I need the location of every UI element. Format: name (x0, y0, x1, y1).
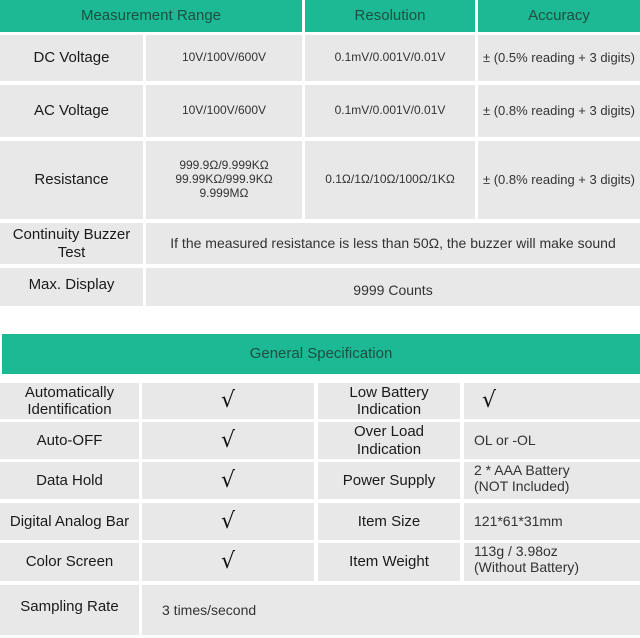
continuity-label-line: Continuity Buzzer (12, 226, 131, 244)
label-line: Over Load (353, 423, 425, 441)
sampling-rate-value: 3 times/second (142, 585, 640, 635)
item-size-value: 121*61*31mm (464, 503, 640, 540)
item-weight-value (464, 543, 640, 581)
ac-voltage-accuracy: ± (0.8% reading + 3 digits) (478, 85, 640, 137)
check-icon: √ (464, 383, 640, 419)
label-line: Low Battery (349, 383, 429, 401)
value-line: (NOT Included) (474, 478, 570, 495)
row-label-dc-voltage: DC Voltage (0, 35, 143, 81)
spec-label-color-screen: Color Screen (0, 543, 139, 581)
check-icon: √ (142, 422, 314, 459)
value-line: 2 * AAA Battery (474, 462, 570, 478)
spec-label-over-load (318, 422, 460, 459)
label-line: Indication (356, 440, 422, 458)
check-icon: √ (142, 383, 314, 419)
spec-label-item-size: Item Size (318, 503, 460, 540)
spec-label-low-battery (318, 383, 460, 419)
resistance-resolution: 0.1Ω/1Ω/10Ω/100Ω/1KΩ (305, 141, 475, 219)
spec-label-item-weight: Item Weight (318, 543, 460, 581)
label-line: Indication (356, 401, 422, 418)
value-line: (Without Battery) (474, 559, 580, 576)
header-resolution: Resolution (305, 0, 475, 32)
continuity-label-line: Test (57, 243, 86, 261)
label-line: Identification (27, 401, 112, 418)
row-label-continuity (0, 223, 143, 264)
spec-label-power-supply: Power Supply (318, 462, 460, 499)
row-label-resistance: Resistance (0, 141, 143, 219)
resistance-range-line: 9.999MΩ (199, 185, 249, 200)
spec-label-digital-analog-bar: Digital Analog Bar (0, 503, 139, 540)
dc-voltage-accuracy: ± (0.5% reading + 3 digits) (478, 35, 640, 81)
ac-voltage-range: 10V/100V/600V (146, 85, 302, 137)
check-icon: √ (142, 543, 314, 581)
max-display-value: 9999 Counts (146, 268, 640, 306)
dc-voltage-range: 10V/100V/600V (146, 35, 302, 81)
resistance-range-line: 999.9Ω/9.999KΩ (179, 158, 269, 173)
header-measurement-range: Measurement Range (0, 0, 302, 32)
check-icon: √ (142, 503, 314, 540)
ac-voltage-resolution: 0.1mV/0.001V/0.01V (305, 85, 475, 137)
label-line: Automatically (24, 383, 115, 401)
row-label-ac-voltage: AC Voltage (0, 85, 143, 137)
row-label-max-display: Max. Display (0, 268, 143, 306)
power-supply-value (464, 462, 640, 499)
general-spec-header: General Specification (2, 334, 640, 374)
check-icon: √ (142, 462, 314, 499)
spec-label-data-hold: Data Hold (0, 462, 139, 499)
resistance-accuracy: ± (0.8% reading + 3 digits) (478, 141, 640, 219)
resistance-range-line: 99.99KΩ/999.9KΩ (175, 172, 273, 187)
header-accuracy: Accuracy (478, 0, 640, 32)
resistance-range (146, 141, 302, 219)
continuity-value: If the measured resistance is less than 50Ω, the buzzer will make sound (146, 223, 640, 264)
spec-label-sampling-rate: Sampling Rate (0, 585, 139, 635)
spec-label-auto-off: Auto-OFF (0, 422, 139, 459)
dc-voltage-resolution: 0.1mV/0.001V/0.01V (305, 35, 475, 81)
spec-label-auto-identification (0, 383, 139, 419)
value-line: 113g / 3.98oz (474, 543, 558, 559)
over-load-value: OL or -OL (464, 422, 640, 459)
